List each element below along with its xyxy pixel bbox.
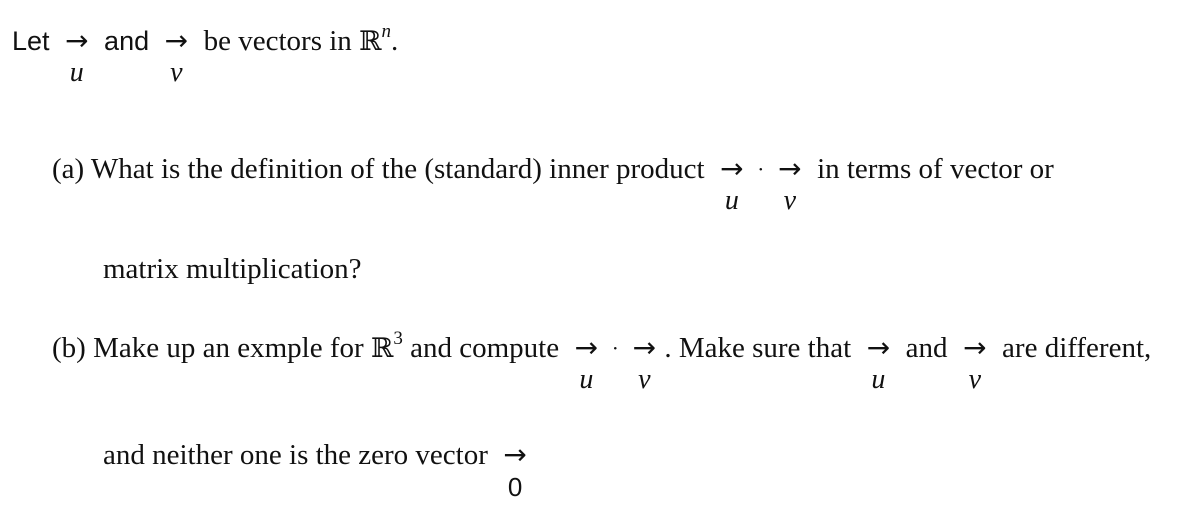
vector-symbol: v <box>968 364 982 395</box>
vector-arrow-icon: → <box>164 24 189 57</box>
vector-u <box>712 152 752 216</box>
part-b-line <box>52 328 1152 395</box>
vector-v <box>770 152 810 216</box>
space-exponent: n <box>381 21 391 43</box>
vector-symbol: v <box>638 364 651 395</box>
part-b-and: and <box>905 332 948 364</box>
part-b-make-sure: . Make sure that <box>664 332 852 364</box>
part-a-question: (a) What is the definition of the (standard) inner product <box>52 153 705 185</box>
vector-arrow-icon: → <box>574 331 599 364</box>
vector-symbol: u <box>579 364 594 395</box>
vector-symbol: u <box>69 57 84 88</box>
vector-arrow-icon: → <box>65 24 89 57</box>
zero-vector <box>495 438 535 502</box>
vector-arrow-icon: → <box>632 331 657 364</box>
vector-arrow-icon: → <box>720 152 744 185</box>
vector-u <box>57 24 97 88</box>
vector-arrow-icon: → <box>503 438 527 471</box>
part-a-question-end: in terms of vector or <box>817 153 1054 185</box>
dot-operator: · <box>612 336 619 360</box>
vector-u <box>566 331 606 395</box>
dot-operator: · <box>757 157 764 181</box>
vector-symbol: v <box>170 57 183 88</box>
intro-and: and <box>104 26 150 56</box>
vector-v <box>955 331 995 395</box>
vector-v <box>624 331 664 395</box>
space-exponent: 3 <box>393 328 403 350</box>
vector-symbol: u <box>724 185 739 216</box>
intro-let: Let <box>12 26 50 56</box>
part-a-continuation: matrix multiplication? <box>103 253 362 285</box>
vector-symbol: v <box>783 185 797 216</box>
part-b-continuation: and neither one is the zero vector <box>103 439 488 471</box>
vector-arrow-icon: → <box>778 152 802 185</box>
zero-symbol: 0 <box>507 472 523 502</box>
vector-arrow-icon: → <box>866 331 891 364</box>
part-b-compute: and compute <box>410 332 560 364</box>
vector-symbol: u <box>871 364 886 395</box>
part-b-continuation-line <box>103 438 535 502</box>
vector-arrow-icon: → <box>963 331 987 364</box>
part-b-different: are different, <box>1002 332 1152 364</box>
real-space-symbol: ℝ <box>370 333 394 364</box>
intro-line <box>12 21 399 88</box>
vector-v <box>156 24 196 88</box>
part-b-question: (b) Make up an exmple for <box>52 332 364 364</box>
part-a-line <box>52 152 1054 216</box>
intro-be-vectors: be vectors in <box>203 25 352 57</box>
intro-period: . <box>390 25 399 57</box>
real-space-symbol: ℝ <box>359 26 382 57</box>
vector-u <box>858 331 898 395</box>
